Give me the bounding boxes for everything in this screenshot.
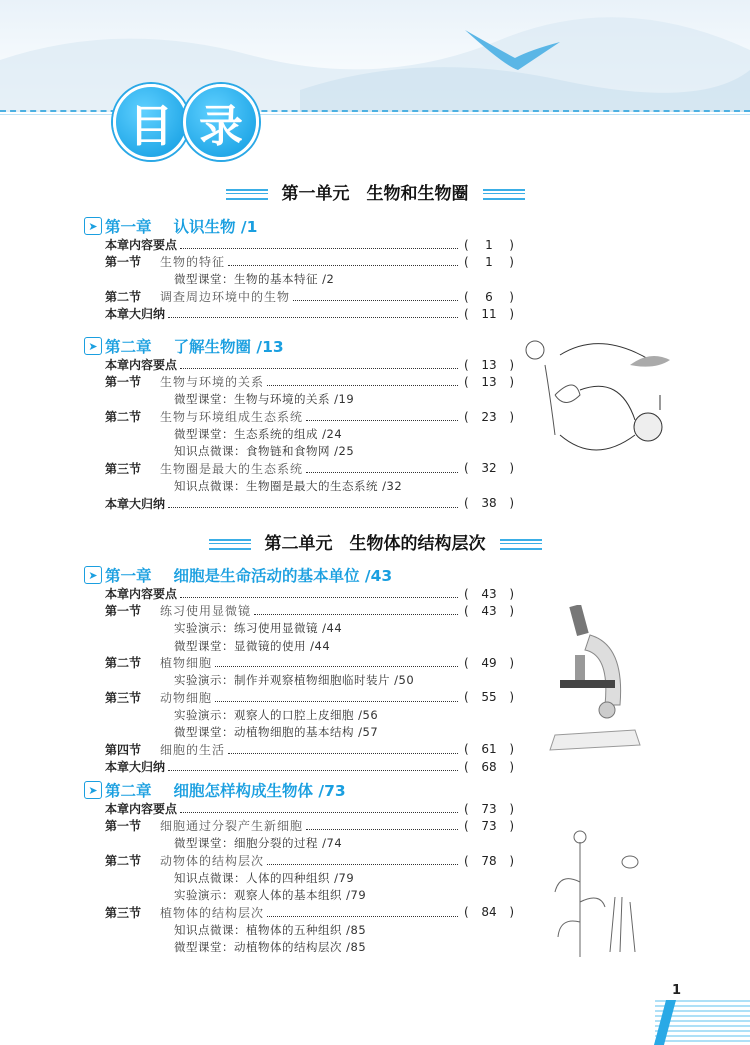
section-title: 植物体的结构层次 [160, 905, 265, 920]
row-label: 第四节 [105, 742, 142, 757]
section-title: 生物与环境组成生态系统 [160, 410, 304, 425]
leader-dots [228, 745, 458, 754]
page-ref: ( 13 ) [464, 374, 514, 389]
row-label: 本章大归纳 [105, 496, 166, 511]
page-ref: ( 6 ) [464, 289, 514, 304]
toc-row[interactable] [84, 494, 514, 511]
section-title: 练习使用显微镜 [160, 604, 252, 619]
page-ref: ( 55 ) [464, 690, 514, 705]
plant-illustration [550, 822, 650, 962]
page-ref-number: 1 [485, 237, 493, 252]
section-title: 动物体的结构层次 [160, 854, 265, 869]
page-ref-number: 78 [481, 853, 497, 868]
chevron-right-icon: ➤ [84, 337, 102, 355]
unit-heading [0, 179, 750, 204]
chapter-title: 了解生物圈 /13 [173, 338, 284, 356]
toc-row[interactable] [84, 373, 514, 390]
leader-dots [267, 856, 458, 865]
toc-subitem[interactable] [84, 391, 514, 408]
subitem-title: 微型课堂：生物与环境的关系 /19 [174, 392, 355, 407]
subitem-title: 知识点微课：人体的四种组织 /79 [174, 870, 355, 885]
subitem-title: 微型课堂：动植物体的结构层次 /85 [174, 940, 367, 955]
page-ref-number: 49 [481, 655, 497, 670]
toc-subitem[interactable] [84, 869, 514, 886]
subitem-title: 微型课堂：生物的基本特征 /2 [174, 272, 335, 287]
ecosystem-cycle-illustration [520, 335, 670, 455]
unit-heading [0, 529, 750, 554]
row-label: 第二节 [105, 854, 142, 869]
toc-subitem[interactable] [84, 271, 514, 288]
chapter-number: 第二章 [105, 782, 152, 800]
chapter-block [84, 216, 514, 322]
page-ref: ( 73 ) [464, 801, 514, 816]
subitem-title: 实验演示：观察人的口腔上皮细胞 /56 [174, 707, 379, 722]
toc-subitem[interactable] [84, 921, 514, 938]
leader-dots [180, 804, 458, 813]
toc-row[interactable] [84, 689, 514, 706]
subitem-title: 知识点微课：食物链和食物网 /25 [174, 444, 355, 459]
chapter-heading[interactable] [84, 336, 514, 356]
chapter-heading[interactable] [84, 565, 514, 585]
page-ref-number: 73 [481, 818, 497, 833]
page-ref: ( 1 ) [464, 237, 514, 252]
toc-subitem[interactable] [84, 938, 514, 955]
page-ref: ( 23 ) [464, 409, 514, 424]
section-title: 细胞通过分裂产生新细胞 [160, 819, 304, 834]
toc-subitem[interactable] [84, 477, 514, 494]
toc-row[interactable] [84, 305, 514, 322]
chapter-number: 第二章 [105, 338, 152, 356]
toc-row[interactable] [84, 236, 514, 253]
section-title: 植物细胞 [160, 656, 213, 671]
section-title: 调查周边环境中的生物 [160, 290, 291, 305]
toc-row[interactable] [84, 741, 514, 758]
subitem-title: 实验演示：练习使用显微镜 /44 [174, 621, 343, 636]
leader-dots [228, 257, 458, 266]
section-title: 生物与环境的关系 [160, 375, 265, 390]
toc-row[interactable] [84, 817, 514, 834]
section-title: 动物细胞 [160, 690, 213, 705]
row-label: 第二节 [105, 656, 142, 671]
page-ref: ( 73 ) [464, 818, 514, 833]
page-ref: ( 38 ) [464, 496, 514, 511]
page-ref-number: 13 [481, 374, 497, 389]
leader-dots [306, 821, 458, 830]
page-ref-number: 43 [481, 603, 497, 618]
row-label: 第三节 [105, 461, 142, 476]
toc-subitem[interactable] [84, 886, 514, 903]
leader-dots [180, 589, 458, 598]
page-ref-number: 61 [481, 742, 497, 757]
page-title [113, 84, 253, 160]
chapter-title: 细胞怎样构成生物体 /73 [173, 782, 346, 800]
page-ref-number: 38 [481, 496, 497, 511]
toc-row[interactable] [84, 800, 514, 817]
page-ref-number: 11 [481, 306, 497, 321]
toc-row[interactable] [84, 758, 514, 775]
page-ref: ( 61 ) [464, 742, 514, 757]
toc-subitem[interactable] [84, 425, 514, 442]
toc-row[interactable] [84, 356, 514, 373]
subitem-title: 知识点微课：生物圈是最大的生态系统 /32 [174, 478, 403, 493]
row-label: 第一节 [105, 375, 142, 390]
title-char: 目 [113, 84, 189, 160]
page-ref-number: 43 [481, 586, 497, 601]
chevron-right-icon: ➤ [84, 566, 102, 584]
subitem-title: 微型课堂：细胞分裂的过程 /74 [174, 836, 343, 851]
leader-dots [267, 377, 458, 386]
toc-subitem[interactable] [84, 835, 514, 852]
chapter-title: 认识生物 /1 [173, 218, 258, 236]
page-ref-number: 13 [481, 357, 497, 372]
row-label: 本章大归纳 [105, 760, 166, 775]
toc-subitem[interactable] [84, 620, 514, 637]
row-label: 第一节 [105, 255, 142, 270]
toc-subitem[interactable] [84, 637, 514, 654]
toc-row[interactable] [84, 602, 514, 619]
leader-dots [306, 464, 458, 473]
page-ref: ( 11 ) [464, 306, 514, 321]
section-title: 生物的特征 [160, 255, 226, 270]
page-ref-number: 84 [481, 905, 497, 920]
toc-subitem[interactable] [84, 706, 514, 723]
toc-row[interactable] [84, 654, 514, 671]
row-label: 本章内容要点 [105, 587, 178, 602]
leader-dots [168, 762, 458, 771]
unit-title: 第一单元 生物和生物圈 [281, 184, 469, 204]
subitem-title: 微型课堂：生态系统的组成 /24 [174, 426, 343, 441]
chapter-block [84, 336, 514, 512]
page-ref-number: 23 [481, 409, 497, 424]
section-title: 生物圈是最大的生态系统 [160, 461, 304, 476]
page-ref: ( 68 ) [464, 759, 514, 774]
leader-dots [168, 499, 458, 508]
row-label: 本章内容要点 [105, 238, 178, 253]
page-ref-number: 1 [485, 254, 493, 269]
row-label: 第三节 [105, 690, 142, 705]
toc-subitem[interactable] [84, 671, 514, 688]
subitem-title: 微型课堂：显微镜的使用 /44 [174, 638, 331, 653]
toc-row[interactable] [84, 904, 514, 921]
chapter-block [84, 565, 514, 775]
page-ref: ( 32 ) [464, 461, 514, 476]
toc-row[interactable] [84, 460, 514, 477]
page-ref-number: 6 [485, 289, 493, 304]
row-label: 第一节 [105, 819, 142, 834]
title-char: 录 [183, 84, 259, 160]
page-ref: ( 84 ) [464, 905, 514, 920]
chapter-number: 第一章 [105, 218, 152, 236]
page-ref-number: 55 [481, 690, 497, 705]
toc-row[interactable] [84, 585, 514, 602]
page-ref: ( 43 ) [464, 586, 514, 601]
toc-row[interactable] [84, 408, 514, 425]
row-label: 本章大归纳 [105, 307, 166, 322]
chapter-heading[interactable] [84, 216, 514, 236]
row-label: 第二节 [105, 290, 142, 305]
leader-dots [168, 309, 458, 318]
section-title: 细胞的生活 [160, 742, 226, 757]
leader-dots [180, 240, 458, 249]
chevron-right-icon: ➤ [84, 781, 102, 799]
page-ref: ( 13 ) [464, 357, 514, 372]
leader-dots [267, 908, 458, 917]
chapter-title: 细胞是生命活动的基本单位 /43 [173, 567, 393, 585]
toc-row[interactable] [84, 253, 514, 270]
row-label: 第三节 [105, 905, 142, 920]
page-ref: ( 1 ) [464, 254, 514, 269]
subitem-title: 实验演示：制作并观察植物细胞临时装片 /50 [174, 673, 415, 688]
page-number: 1 [672, 983, 682, 998]
subitem-title: 实验演示：观察人体的基本组织 /79 [174, 888, 367, 903]
page-ref-number: 68 [481, 759, 497, 774]
chapter-heading[interactable] [84, 780, 514, 800]
unit-title: 第二单元 生物体的结构层次 [264, 534, 486, 554]
row-label: 本章内容要点 [105, 358, 178, 373]
subitem-title: 微型课堂：动植物细胞的基本结构 /57 [174, 725, 379, 740]
subitem-title: 知识点微课：植物体的五种组织 /85 [174, 922, 367, 937]
leader-dots [215, 658, 458, 667]
page-ref-number: 73 [481, 801, 497, 816]
leader-dots [215, 693, 458, 702]
leader-dots [254, 606, 458, 615]
row-label: 第二节 [105, 410, 142, 425]
page-ref: ( 49 ) [464, 655, 514, 670]
page-ref: ( 78 ) [464, 853, 514, 868]
leader-dots [306, 412, 458, 421]
chapter-block [84, 780, 514, 956]
toc-subitem[interactable] [84, 442, 514, 459]
chapter-number: 第一章 [105, 567, 152, 585]
microscope-illustration [545, 605, 645, 755]
toc-subitem[interactable] [84, 723, 514, 740]
page-ref: ( 43 ) [464, 603, 514, 618]
leader-dots [293, 292, 458, 301]
toc-row[interactable] [84, 288, 514, 305]
row-label: 第一节 [105, 604, 142, 619]
chevron-right-icon: ➤ [84, 217, 102, 235]
leader-dots [180, 360, 458, 369]
toc-row[interactable] [84, 852, 514, 869]
page-ref-number: 32 [481, 461, 497, 476]
row-label: 本章内容要点 [105, 802, 178, 817]
